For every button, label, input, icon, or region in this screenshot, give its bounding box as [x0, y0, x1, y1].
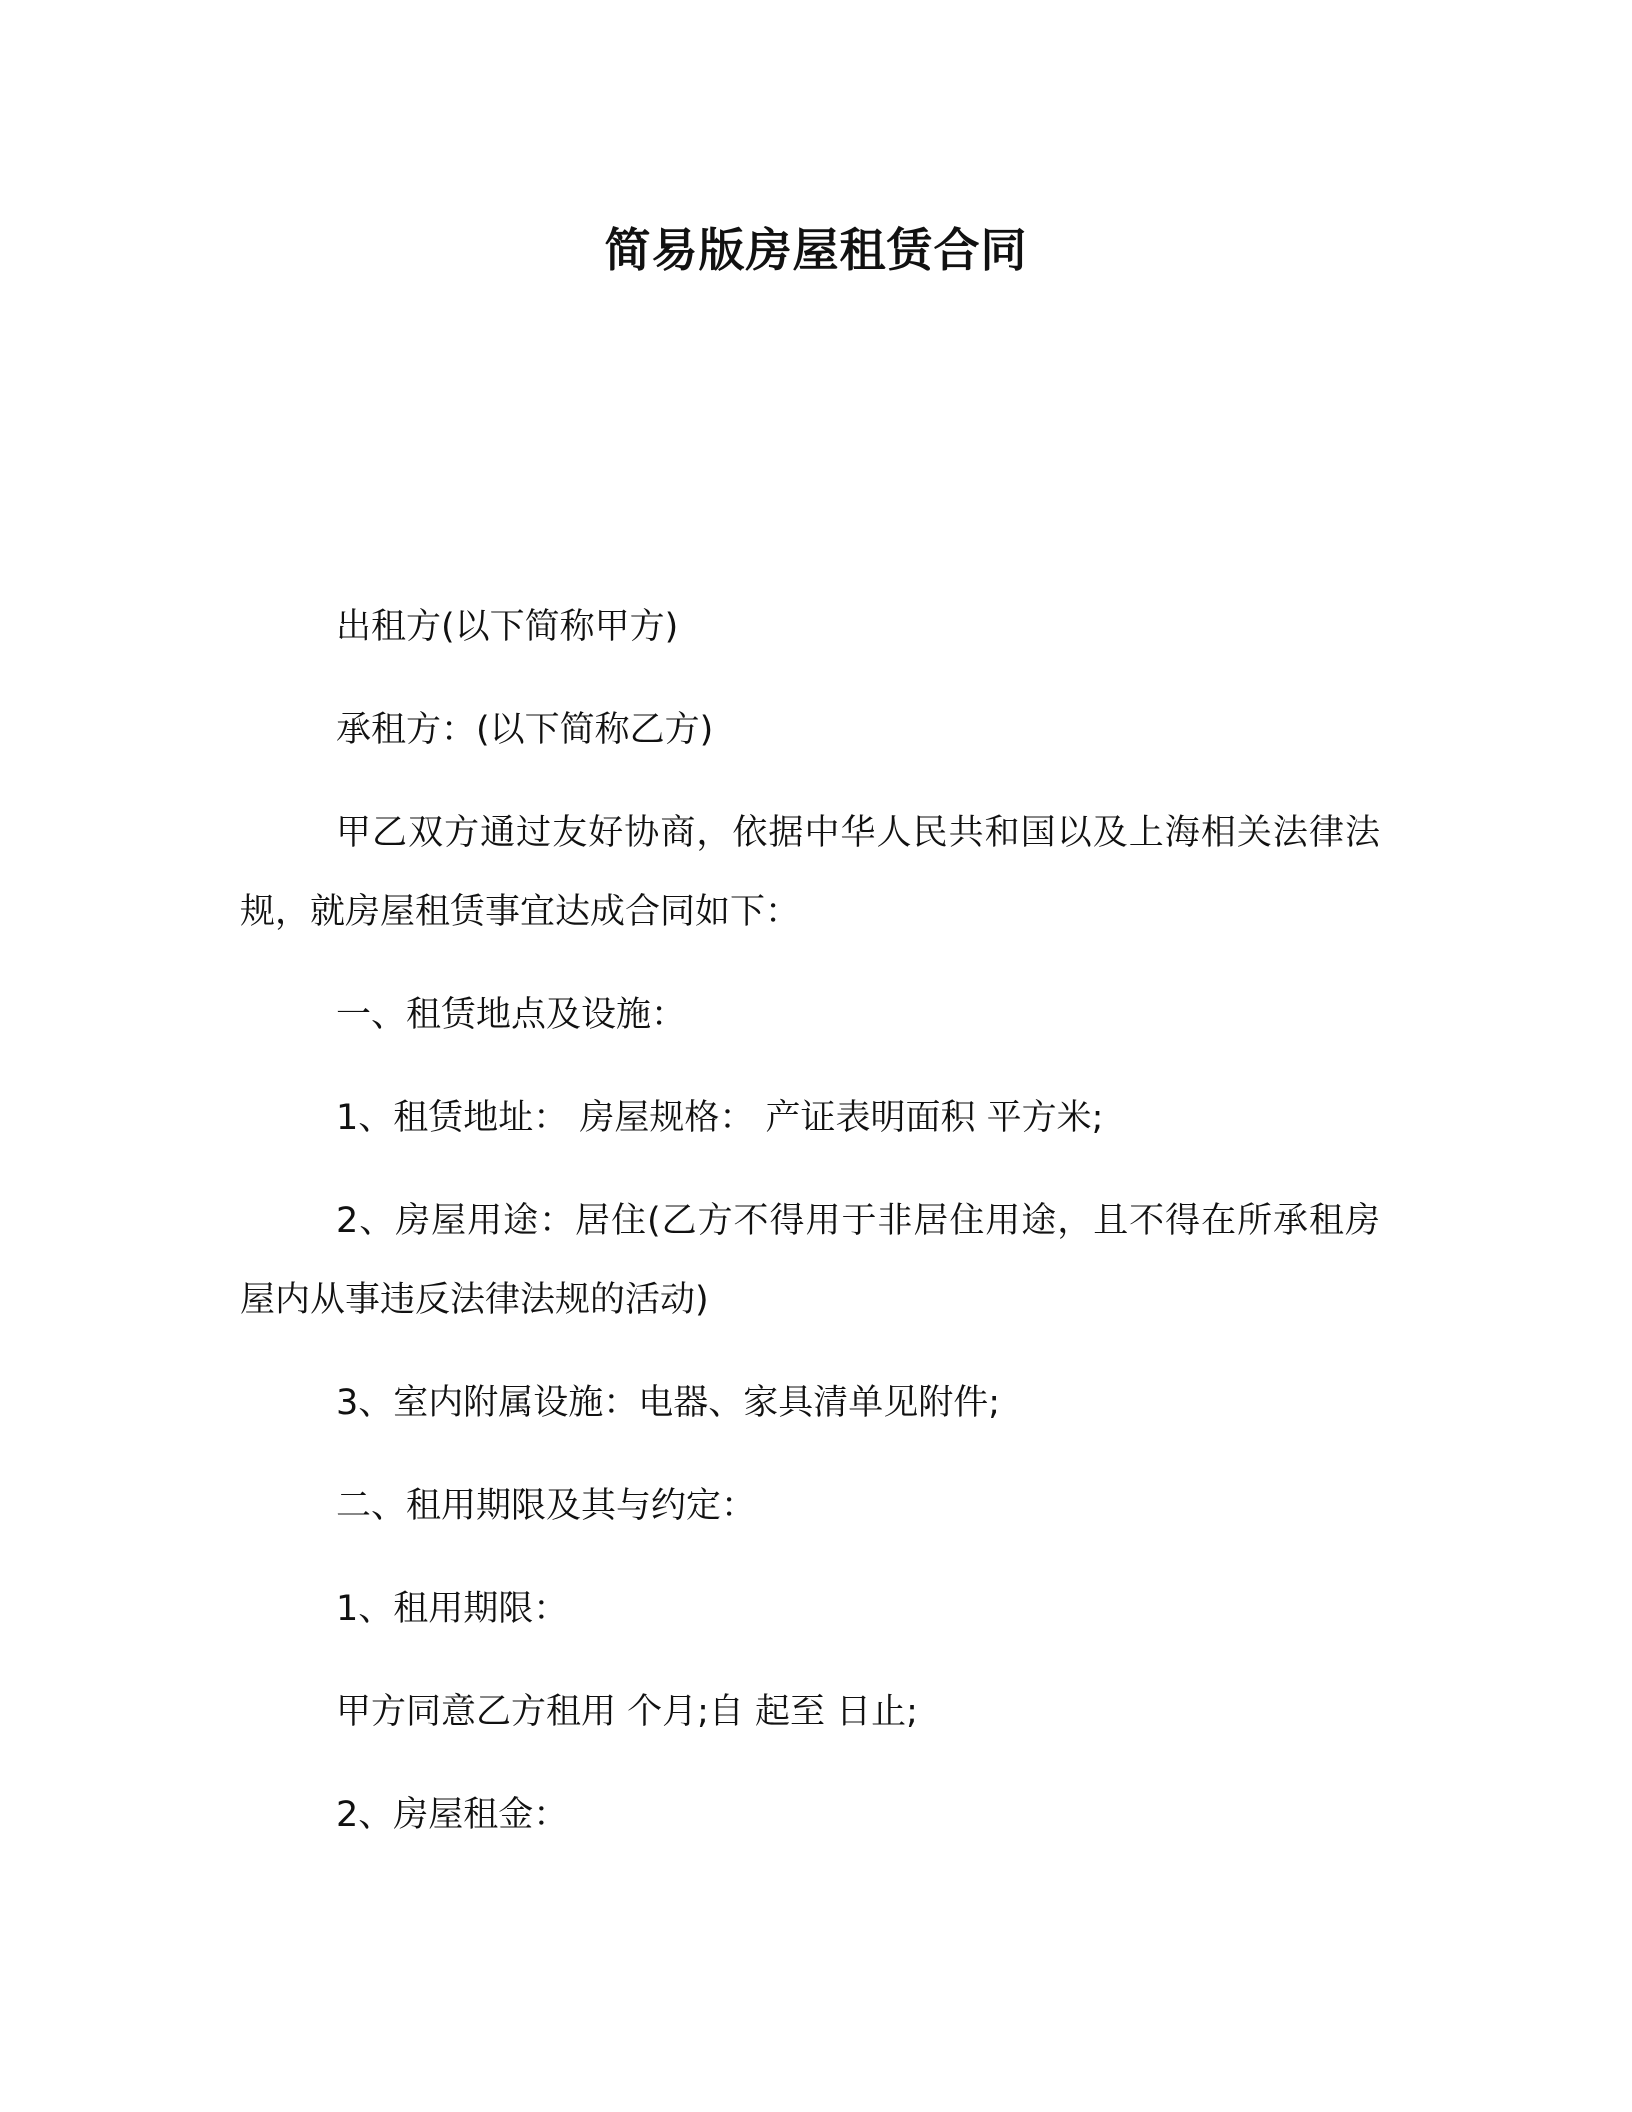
section-heading-location: 一、租赁地点及设施：: [336, 995, 687, 1035]
clause-facilities: 3、室内附属设施：电器、家具清单见附件;: [336, 1383, 1001, 1423]
clause-term: 1、租用期限：: [336, 1589, 569, 1629]
section-heading-term: 二、租用期限及其与约定：: [336, 1486, 757, 1526]
document-body: [240, 588, 1380, 1879]
clause-term-detail: 甲方同意乙方租用 个月;自 起至 日止;: [336, 1692, 918, 1732]
paragraph-lessee: 承租方：(以下简称乙方): [336, 710, 714, 750]
clause-address: 1、租赁地址： 房屋规格： 产证表明面积 平方米;: [336, 1098, 1104, 1138]
document-title: 简易版房屋租赁合同: [604, 223, 1028, 277]
paragraph-preamble: 甲乙双方通过友好协商，依据中华人民共和国以及上海相关法律法规，就房屋租赁事宜达成合同如下：: [240, 813, 1380, 932]
clause-rent: 2、房屋租金：: [336, 1795, 569, 1835]
clause-usage: 2、房屋用途：居住(乙方不得用于非居住用途，且不得在所承租房屋内从事违反法律法规的活动): [240, 1201, 1380, 1320]
paragraph-lessor: 出租方(以下简称甲方): [336, 607, 679, 647]
